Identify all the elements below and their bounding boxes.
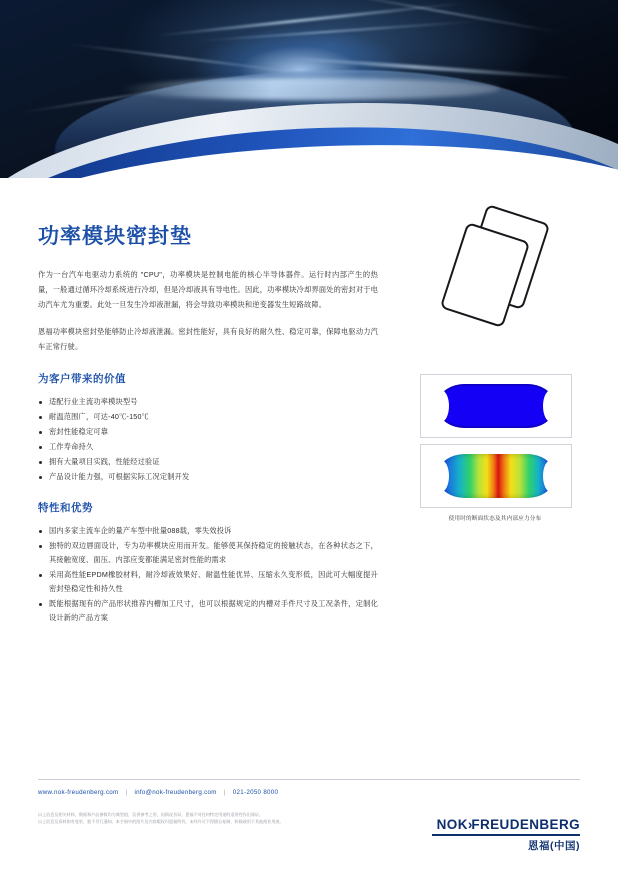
page-footer (0, 779, 618, 871)
simulation-image-stress (420, 444, 572, 508)
list-item: 产品设计能力强，可根据实际工况定制开发 (38, 470, 378, 484)
cross-section-heatmap (439, 454, 553, 498)
intro-paragraph-1: 作为一台汽车电驱动力系统的 "CPU"，功率模块是控制电能的核心半导体器件。运行时内部产生的热量，一般通过循环冷却系统进行冷却，但是冷却液具有导电性。因此，功率模块冷却界面处的密封对于电动汽车尤为重要。此处一旦发生冷却液泄漏，将会导致功率模块和逆变器发生短路故障。 (38, 270, 378, 309)
footer-phone: 021-2050 8000 (232, 789, 279, 796)
list-item: 耐温范围广，可达-40℃-150℃ (38, 410, 378, 424)
light-streak-icon (61, 42, 319, 76)
list-item: 既能根据现有的产品形状推荐内槽加工尺寸，也可以根据规定的内槽对手件尺寸及工况条件，定制化设计新的产品方案 (38, 597, 378, 625)
legal-line-1: 以上信息及相关材料、数据和产品参数均为典型值，仅供参考之用，因情况各异，恩福不对任何特定用途的适用性作出保证。 (38, 812, 264, 817)
sidebar-column (420, 208, 590, 522)
light-streak-icon (190, 20, 489, 43)
gasket-product-illustration (420, 208, 590, 328)
simulation-image-pressure (420, 374, 572, 438)
gasket-plate-front (440, 222, 531, 328)
logo-nok: NOK (436, 816, 468, 832)
logo-subtitle: 恩福(中国) (528, 840, 580, 852)
list-item: 适配行业主流功率模块型号 (38, 395, 378, 409)
features-list (38, 524, 378, 625)
list-item: 国内多家主流车企的量产车型中批量088载，零失效投诉 (38, 524, 378, 538)
list-item: 独特的双边唇面设计，专为功率模块应用而开发。能够使其保持稳定的接触状态，在各种状态之下，其接触宽度、面压、内部应变都能满足密封性能的需求 (38, 539, 378, 567)
list-item: 工作寿命持久 (38, 440, 378, 454)
value-list (38, 395, 378, 484)
footer-email-link[interactable]: info@nok-freudenberg.com (134, 789, 217, 796)
hero-banner (0, 0, 618, 178)
footer-legal (38, 812, 398, 826)
list-item: 拥有大量项目实践，性能经过验证 (38, 455, 378, 469)
footer-website-link[interactable]: www.nok-freudenberg.com (38, 789, 119, 796)
list-item: 密封性能稳定可靠 (38, 425, 378, 439)
footer-divider (38, 779, 580, 780)
car-highlight (120, 78, 500, 100)
figure-caption: 使用时的断面状态及其内部应力分布 (448, 516, 542, 522)
footer-separator: | (125, 789, 128, 796)
footer-contact (38, 789, 278, 796)
list-item: 采用高性能EPDM橡胶材料，耐冷却液效果好、耐温性能优异、压缩永久变形低，因此可大幅度提升密封垫稳定性和持久性 (38, 568, 378, 596)
legal-line-2: 以上信息及资料如有变更，恕不另行通知。本手册中的图片及内容版权归恩福所有，未经许可不得擅自复制、转载或用于其他商业用途。 (38, 818, 284, 824)
logo-wordmark (432, 817, 580, 832)
intro-paragraph-2: 恩福功率模块密封垫能够防止冷却液泄漏。密封性能好，具有良好的耐久性、稳定可靠，保障电驱动力汽车正常行驶。 (38, 327, 378, 352)
section-heading-features: 特性和优势 (38, 502, 93, 515)
logo-freudenberg: FREUDENBERG (471, 816, 580, 832)
page-title: 功率模块密封垫 (38, 225, 192, 248)
chevron-icon: › (467, 816, 472, 832)
main-column (38, 220, 378, 626)
cross-section-blue (439, 384, 553, 428)
section-heading-value: 为客户带来的价值 (38, 372, 126, 385)
simulation-figure (420, 374, 570, 522)
footer-separator: | (223, 789, 226, 796)
company-logo (432, 817, 580, 854)
logo-rule (432, 834, 580, 837)
